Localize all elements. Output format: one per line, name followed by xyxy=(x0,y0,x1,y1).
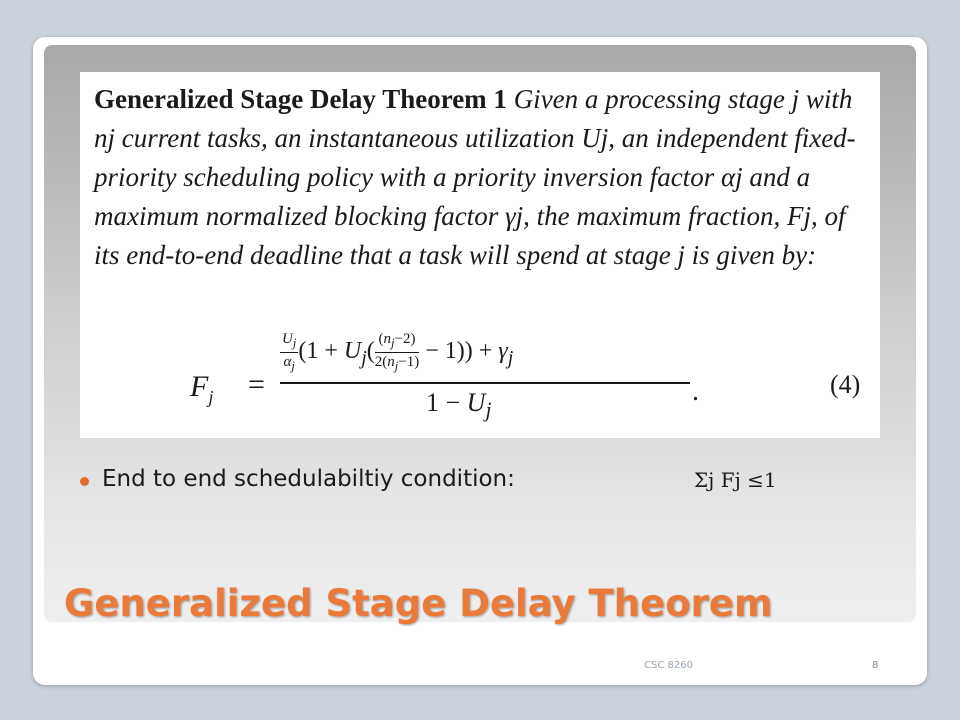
formula-equals: = xyxy=(248,368,265,401)
formula-denominator: $1 - U_j$ xyxy=(426,388,492,423)
theorem-body: Given a processing stage j with nj current tasks, an instantaneous utilization Uj, an independent fixed-priority scheduling policy with a priority inversion factor αj and a maximum normalized blocking factor γj, the maximum fraction, Fj, of its end-to-end deadline that a task will spend at stage j is given by: xyxy=(94,84,856,270)
formula-lhs: $F_j$ xyxy=(190,370,214,407)
footer-label: CSC 8260 xyxy=(644,660,693,671)
theorem-image xyxy=(80,72,880,438)
theorem-text xyxy=(94,80,866,275)
theorem-heading: Generalized Stage Delay Theorem 1 xyxy=(94,84,507,114)
formula-fraction-bar xyxy=(280,382,690,384)
theorem-formula xyxy=(190,330,861,430)
bullet-text: End to end schedulabiltiy condition: xyxy=(102,466,515,492)
page-number: 8 xyxy=(872,660,879,671)
bullet-icon xyxy=(80,477,89,486)
equation-number: (4) xyxy=(830,370,861,399)
bullet-formula: Σj Fj ≤1 xyxy=(694,468,777,492)
slide-title: Generalized Stage Delay Theorem xyxy=(64,582,773,625)
formula-numerator: $\frac{U_j}{\alpha_j}$ ($1 + U_j$( $\frac{(n_j-2)}{2(n_j-1)}$ − $1)) + \gamma_j$ xyxy=(282,331,514,373)
formula-period: . xyxy=(692,376,699,407)
